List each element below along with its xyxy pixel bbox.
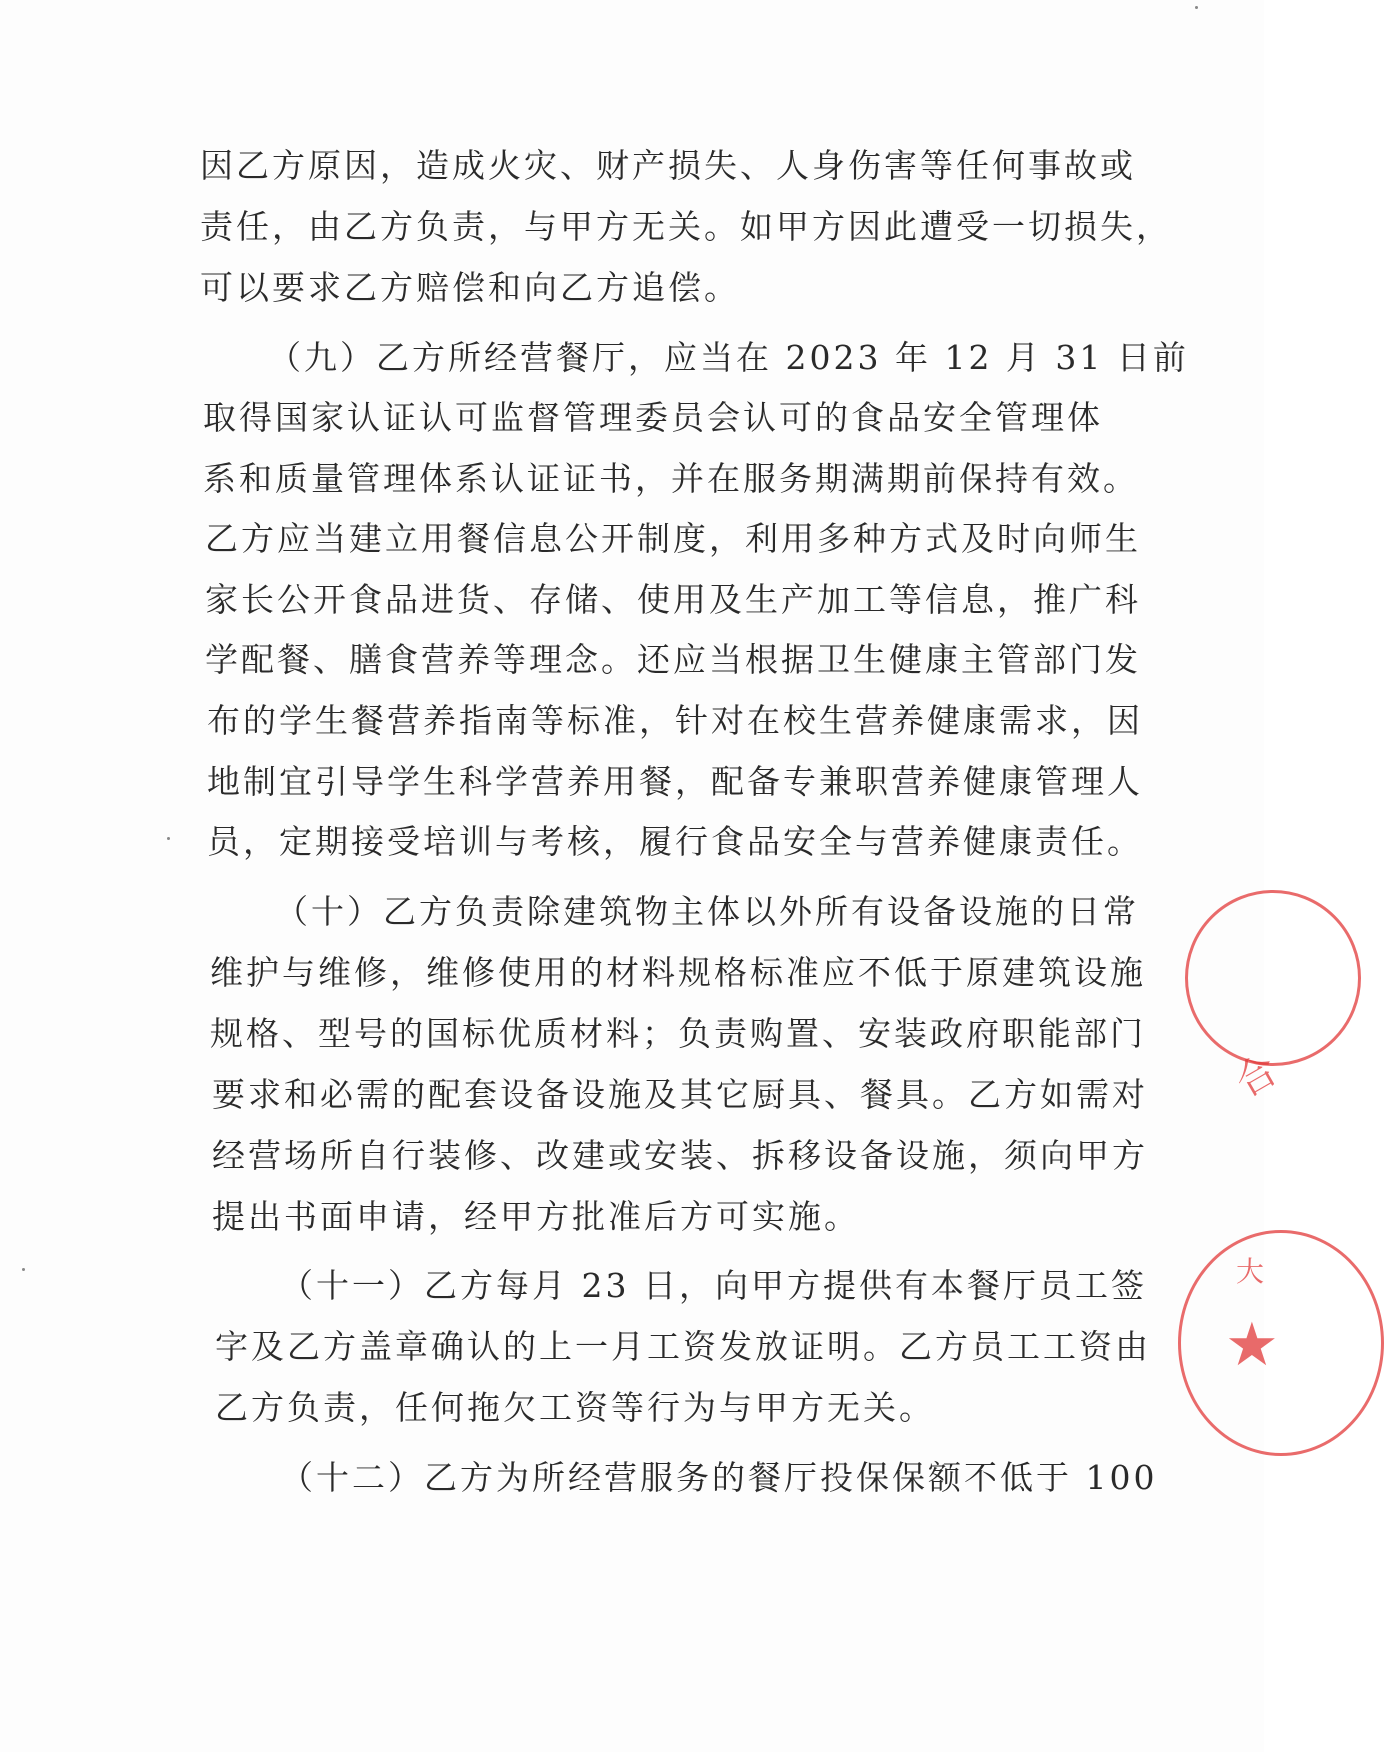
text-line: 员，定期接受培训与考核，履行食品安全与营养健康责任。: [207, 822, 1143, 861]
seal-stamp-arc: [1178, 1230, 1384, 1456]
text-line: 要求和必需的配套设备设施及其它厨具、餐具。乙方如需对: [212, 1075, 1148, 1114]
text-line: （九）乙方所经营餐厅，应当在 2023 年 12 月 31 日前: [268, 338, 1189, 377]
seal-stamp-fragment: 合: [1227, 1046, 1286, 1107]
text-line: 系和质量管理体系认证证书，并在服务期满期前保持有效。: [203, 459, 1139, 498]
text-line: 规格、型号的国标优质材料；负责购置、安装政府职能部门: [210, 1014, 1146, 1053]
text-line: 学配餐、膳食营养等理念。还应当根据卫生健康主管部门发: [205, 640, 1141, 679]
text-line: （十二）乙方为所经营服务的餐厅投保保额不低于 100: [280, 1458, 1158, 1497]
text-line: 乙方负责，任何拖欠工资等行为与甲方无关。: [215, 1388, 935, 1427]
scan-speck: [1195, 6, 1198, 9]
text-line: 因乙方原因，造成火灾、财产损失、人身伤害等任何事故或: [200, 146, 1136, 185]
text-line: 提出书面申请，经甲方批准后方可实施。: [212, 1197, 860, 1236]
text-line: 布的学生餐营养指南等标准，针对在校生营养健康需求，因: [207, 701, 1143, 740]
text-line: （十一）乙方每月 23 日，向甲方提供有本餐厅员工签: [280, 1266, 1147, 1305]
text-line: 取得国家认证认可监督管理委员会认可的食品安全管理体: [203, 398, 1103, 437]
seal-star-icon: ★: [1225, 1310, 1279, 1380]
text-line: 地制宜引导学生科学营养用餐，配备专兼职营养健康管理人: [207, 762, 1143, 801]
scan-speck: [167, 837, 170, 840]
text-line: 乙方应当建立用餐信息公开制度，利用多种方式及时向师生: [205, 519, 1141, 558]
text-line: 责任，由乙方负责，与甲方无关。如甲方因此遭受一切损失，: [200, 207, 1172, 246]
text-line: 家长公开食品进货、存储、使用及生产加工等信息，推广科: [205, 580, 1141, 619]
scan-speck: [22, 1268, 25, 1271]
text-line: 字及乙方盖章确认的上一月工资发放证明。乙方员工工资由: [215, 1327, 1151, 1366]
text-line: 经营场所自行装修、改建或安装、拆移设备设施，须向甲方: [212, 1136, 1148, 1175]
text-line: 可以要求乙方赔偿和向乙方追偿。: [200, 268, 740, 307]
text-line: 维护与维修，维修使用的材料规格标准应不低于原建筑设施: [210, 953, 1146, 992]
seal-stamp-arc: [1185, 890, 1361, 1066]
seal-stamp-fragment: 大: [1236, 1255, 1265, 1288]
text-line: （十）乙方负责除建筑物主体以外所有设备设施的日常: [275, 892, 1139, 931]
